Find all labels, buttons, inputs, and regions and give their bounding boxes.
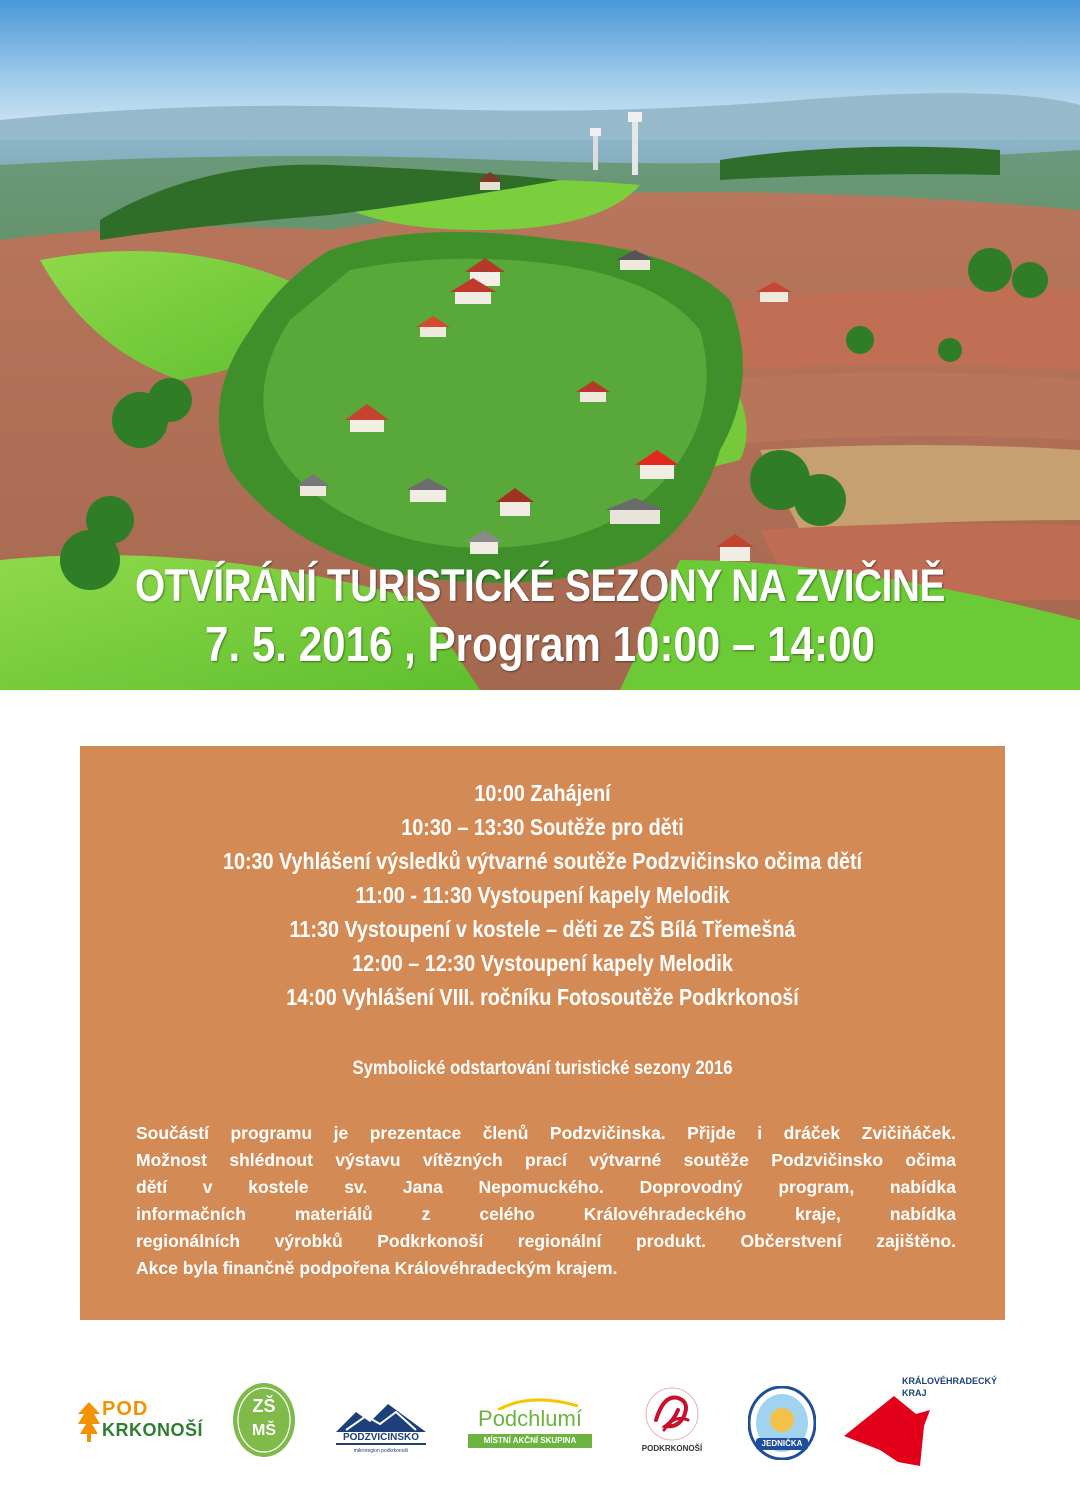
product-badge-icon xyxy=(634,1384,710,1444)
logo-podchlumi-name: Podchlumí xyxy=(478,1406,582,1431)
logo-regional-product-name: PODKRKONOŠÍ xyxy=(641,1444,703,1453)
logo-podchlumi xyxy=(468,1404,592,1454)
logo-podzvicinsko-sub: mikroregion podkrkonoší xyxy=(353,1448,409,1454)
hero-banner xyxy=(0,0,1080,690)
program-description xyxy=(136,1120,956,1282)
logo-zs-text: ZŠ xyxy=(252,1396,276,1416)
logo-regional-product xyxy=(634,1384,710,1458)
schedule-item: 10:30 Vyhlášení výsledků výtvarné soutěže Podzvičinsko očima dětí xyxy=(222,848,863,874)
logo-jednicka xyxy=(748,1386,816,1460)
mountain-icon xyxy=(336,1402,426,1432)
program-panel xyxy=(80,746,1005,1022)
description-line: Akce byla finančně podpořena Královéhradeckým krajem. xyxy=(136,1258,618,1278)
program-schedule xyxy=(80,776,1005,1014)
logo-podchlumi-sub: MÍSTNÍ AKČNÍ SKUPINA xyxy=(468,1434,592,1448)
logo-kraj-line2: KRAJ xyxy=(902,1388,927,1398)
schedule-item: 10:30 – 13:30 Soutěže pro děti xyxy=(401,814,684,840)
program-description-panel xyxy=(80,1022,1005,1320)
tree-icon xyxy=(78,1402,100,1442)
logo-podzvicinsko-name: PODZVIČINSKO xyxy=(336,1432,426,1445)
logo-kralovehradecky-kraj xyxy=(844,1376,1024,1466)
event-title: OTVÍRÁNÍ TURISTICKÉ SEZONY NA ZVIČINĚ xyxy=(135,560,945,611)
schedule-item: 11:30 Vystoupení v kostele – děti ze ZŠ Bílá Třemešná xyxy=(289,916,796,942)
logo-podkrkonosi-line2: KRKONOŠÍ xyxy=(102,1420,204,1440)
description-line: informačních materiálů z celého Královéhradeckého kraje, nabídka xyxy=(136,1204,956,1224)
description-line: Možnost shlédnout výstavu vítězných prací výtvarné soutěže Podzvičinsko očima xyxy=(136,1150,956,1170)
event-date-time: 7. 5. 2016 , Program 10:00 – 14:00 xyxy=(205,618,875,672)
description-line: regionálních výrobků Podkrkonoší regionální produkt. Občerstvení zajištěno. xyxy=(136,1231,956,1251)
logo-podkrkonosi-line1: POD xyxy=(102,1398,149,1420)
schedule-item: 14:00 Vyhlášení VIII. ročníku Fotosoutěže Podkrkonoší xyxy=(286,984,799,1010)
logo-jednicka-name: JEDNIČKA xyxy=(756,1438,808,1450)
logo-zs-ms xyxy=(232,1382,296,1458)
schedule-item: 12:00 – 12:30 Vystoupení kapely Melodik xyxy=(352,950,733,976)
school-emblem xyxy=(232,1382,296,1458)
description-line: dětí v kostele sv. Jana Nepomuckého. Doprovodný program, nabídka xyxy=(136,1177,956,1197)
schedule-item: 11:00 - 11:30 Vystoupení kapely Melodik xyxy=(355,882,730,908)
schedule-item: 10:00 Zahájení xyxy=(474,780,611,806)
partner-logos xyxy=(0,1370,1080,1480)
region-shape-icon xyxy=(844,1396,964,1466)
logo-kraj-line1: KRÁLOVÉHRADECKÝ xyxy=(902,1376,998,1386)
season-start-note: Symbolické odstartování turistické sezony 2016 xyxy=(352,1058,733,1079)
logo-podzvicinsko xyxy=(336,1402,426,1458)
logo-ms-text: MŠ xyxy=(252,1422,276,1439)
description-line: Součástí programu je prezentace členů Podzvičinska. Přijde i dráček Zvičiňáček. xyxy=(136,1123,956,1143)
logo-podkrkonosi xyxy=(78,1396,204,1456)
